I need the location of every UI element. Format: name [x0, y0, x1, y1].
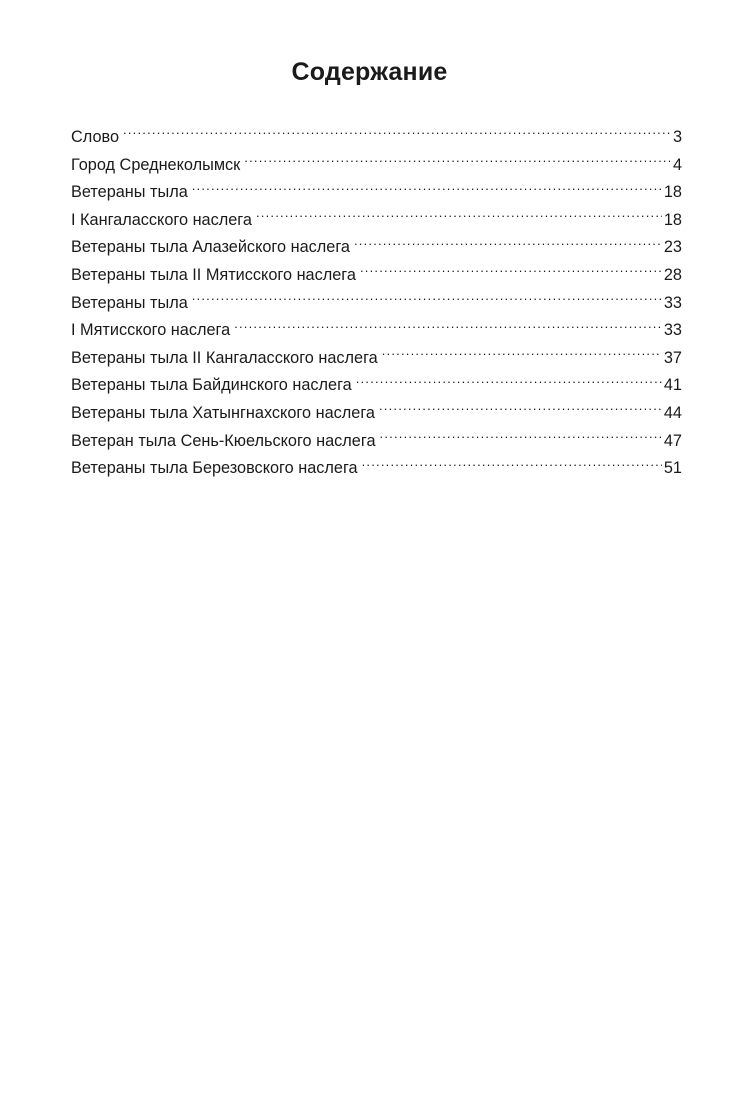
toc-entry-page: 47 [663, 431, 682, 450]
toc-entry-page: 23 [663, 238, 682, 257]
toc-entry-page: 18 [663, 183, 682, 202]
toc-entry-label: Город Среднеколымск [71, 155, 241, 174]
toc-entry-label: Ветераны тыла Байдинского наслега [71, 376, 352, 395]
toc-entry-label: Ветераны тыла Хатынгнахского наслега [71, 403, 375, 422]
toc-entry-page: 33 [663, 321, 682, 340]
toc-dot-leader [380, 429, 662, 445]
toc-entry [71, 234, 682, 262]
toc-entry-page: 44 [663, 403, 682, 422]
toc-entry [71, 428, 682, 456]
toc-entry-page: 51 [663, 459, 682, 478]
toc-entry-label: Ветераны тыла Алазейского наслега [71, 238, 350, 257]
toc-dot-leader [356, 374, 662, 390]
toc-entry [71, 290, 682, 318]
toc-entry-label: Ветераны тыла Березовского наслега [71, 459, 358, 478]
toc-entry [71, 207, 682, 235]
toc-dot-leader [379, 402, 662, 418]
toc-entry [71, 455, 682, 483]
toc-dot-leader [360, 264, 662, 280]
toc-entry [71, 152, 682, 180]
toc-entry-label: Ветераны тыла [71, 293, 188, 312]
toc-entry [71, 124, 682, 152]
toc-entry [71, 372, 682, 400]
toc-dot-leader [354, 236, 662, 252]
toc-entry-label: Ветераны тыла II Мятисского наслега [71, 265, 356, 284]
toc-dot-leader [192, 291, 662, 307]
toc-entry-label: Ветераны тыла [71, 183, 188, 202]
toc-entry-page: 28 [663, 265, 682, 284]
table-of-contents [71, 124, 682, 483]
toc-dot-leader [362, 457, 662, 473]
toc-dot-leader [192, 181, 662, 197]
toc-entry-label: I Кангаласского наслега [71, 210, 252, 229]
toc-entry-page: 33 [663, 293, 682, 312]
toc-dot-leader [123, 126, 670, 142]
toc-entry-page: 3 [672, 128, 682, 146]
toc-entry-page: 18 [663, 210, 682, 229]
toc-entry [71, 262, 682, 290]
page-title: Содержание [291, 58, 448, 86]
toc-entry-page: 37 [663, 348, 682, 367]
toc-entry [71, 317, 682, 345]
toc-entry-label: Ветеран тыла Сень-Кюельского наслега [71, 431, 376, 450]
toc-entry-label: Ветераны тыла II Кангаласского наслега [71, 348, 378, 367]
toc-entry-page: 41 [663, 376, 682, 395]
toc-dot-leader [256, 208, 662, 224]
toc-dot-leader [234, 319, 662, 335]
toc-entry [71, 400, 682, 428]
toc-entry-page: 4 [672, 155, 682, 174]
toc-entry [71, 345, 682, 373]
toc-entry [71, 179, 682, 207]
toc-entry-label: Слово [71, 128, 120, 146]
toc-entry-label: I Мятисского наслега [71, 321, 231, 340]
toc-dot-leader [244, 153, 670, 169]
toc-dot-leader [382, 346, 662, 362]
